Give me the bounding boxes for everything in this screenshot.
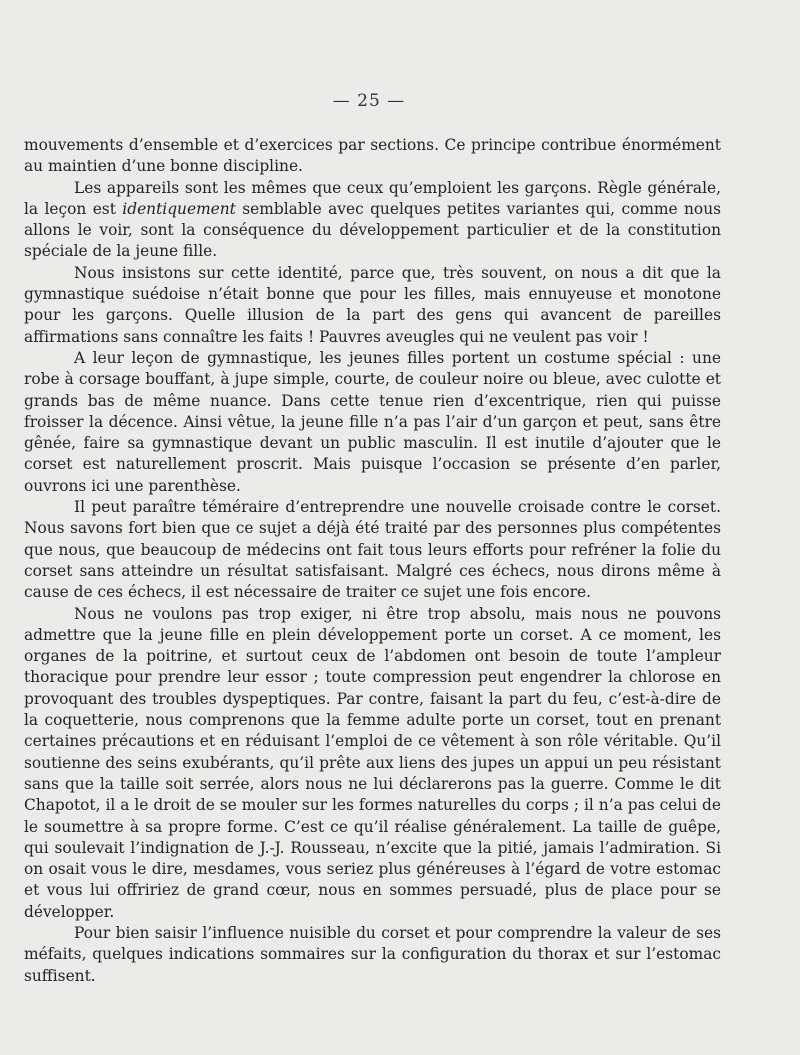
body-text xyxy=(24,135,721,987)
paragraph-1: mouvements d’ensemble et d’exercices par sections. Ce principe contribue énormément au maintien d’une bonne discipline. xyxy=(24,136,721,176)
page-number: — 25 — xyxy=(332,91,406,111)
paragraph-4: A leur leçon de gymnastique, les jeunes filles portent un costume spécial : une robe à corsage bouffant, à jupe simple, courte, de couleur noire ou bleue, avec culotte et grands bas de même nuance. Dans cette tenue rien d’excentrique, rien qui puisse froisser la décence. Ainsi vêtue, la jeune fille n’a pas l’air d’un garçon et peut, sans être gênée, faire sa gymnastique devant un public masculin. Il est inutile d’ajouter que le corset est naturellement proscrit. Mais puisque l’occasion se présente d’en parler, ouvrons ici une parenthèse. xyxy=(24,348,721,495)
emphasized-word: identiquement xyxy=(122,199,236,218)
paragraph-6: Nous ne voulons pas trop exiger, ni être trop absolu, mais nous ne pouvons admettre que la jeune fille en plein développement porte un corset. A ce moment, les organes de la poitrine, et surtout ceux de l’abdomen ont besoin de toute l’ampleur thoracique pour prendre leur essor ; toute compression peut engendrer la chlorose en provoquant des troubles dyspeptiques. Par contre, faisant la part du feu, c’est-à-dire de la coquetterie, nous comprenons que la femme adulte porte un corset, tout en prenant certaines précautions et en réduisant l’emploi de ce vêtement à son rôle véritable. Qu’il soutienne des seins exubérants, qu’il prête aux liens des jupes un appui un peu résistant sans que la taille soit serrée, alors nous ne lui déclarerons pas la guerre. Comme le dit Chapotot, il a le droit de se mouler sur les formes naturelles du corps ; il n’a pas celui de le soumettre à sa propre forme. C’est ce qu’il réalise généralement. La taille de guêpe, qui soulevait l’indignation de J.-J. Rousseau, n’excite que la pitié, jamais l’admiration. Si on osait vous le dire, mesdames, vous seriez plus généreuses à l’égard de votre estomac et vous lui offririez de grand cœur, nous en sommes persuadé, plus de place pour se développer. xyxy=(24,604,721,921)
paragraph-5: Il peut paraître téméraire d’entreprendre une nouvelle croisade contre le corset. Nous savons fort bien que ce sujet a déjà été traité par des personnes plus compétentes que nous, que beaucoup de médecins ont fait tous leurs efforts pour refréner la folie du corset sans atteindre un résultat satisfaisant. Malgré ces échecs, nous dirons même à cause de ces échecs, il est nécessaire de traiter ce sujet une fois encore. xyxy=(24,498,721,602)
paragraph-2: Les appareils sont les mêmes que ceux qu’emploient les garçons. Règle générale, la leçon est identiquement semblable avec quelques petites variantes qui, comme nous allons le voir, sont la conséquence du développement particulier et de la constitution spéciale de la jeune fille. xyxy=(24,178,722,261)
paragraph-3: Nous insistons sur cette identité, parce que, très souvent, on nous a dit que la gymnastique suédoise n’était bonne que pour les filles, mais ennuyeuse et monotone pour les garçons. Quelle illusion de la part des gens qui avancent de pareilles affirmations sans connaître les faits ! Pauvres aveugles qui ne veulent pas voir ! xyxy=(24,263,721,346)
paragraph-7: Pour bien saisir l’influence nuisible du corset et pour comprendre la valeur de ses méfaits, quelques indications sommaires sur la configuration du thorax et sur l’estomac suffisent. xyxy=(24,923,721,985)
